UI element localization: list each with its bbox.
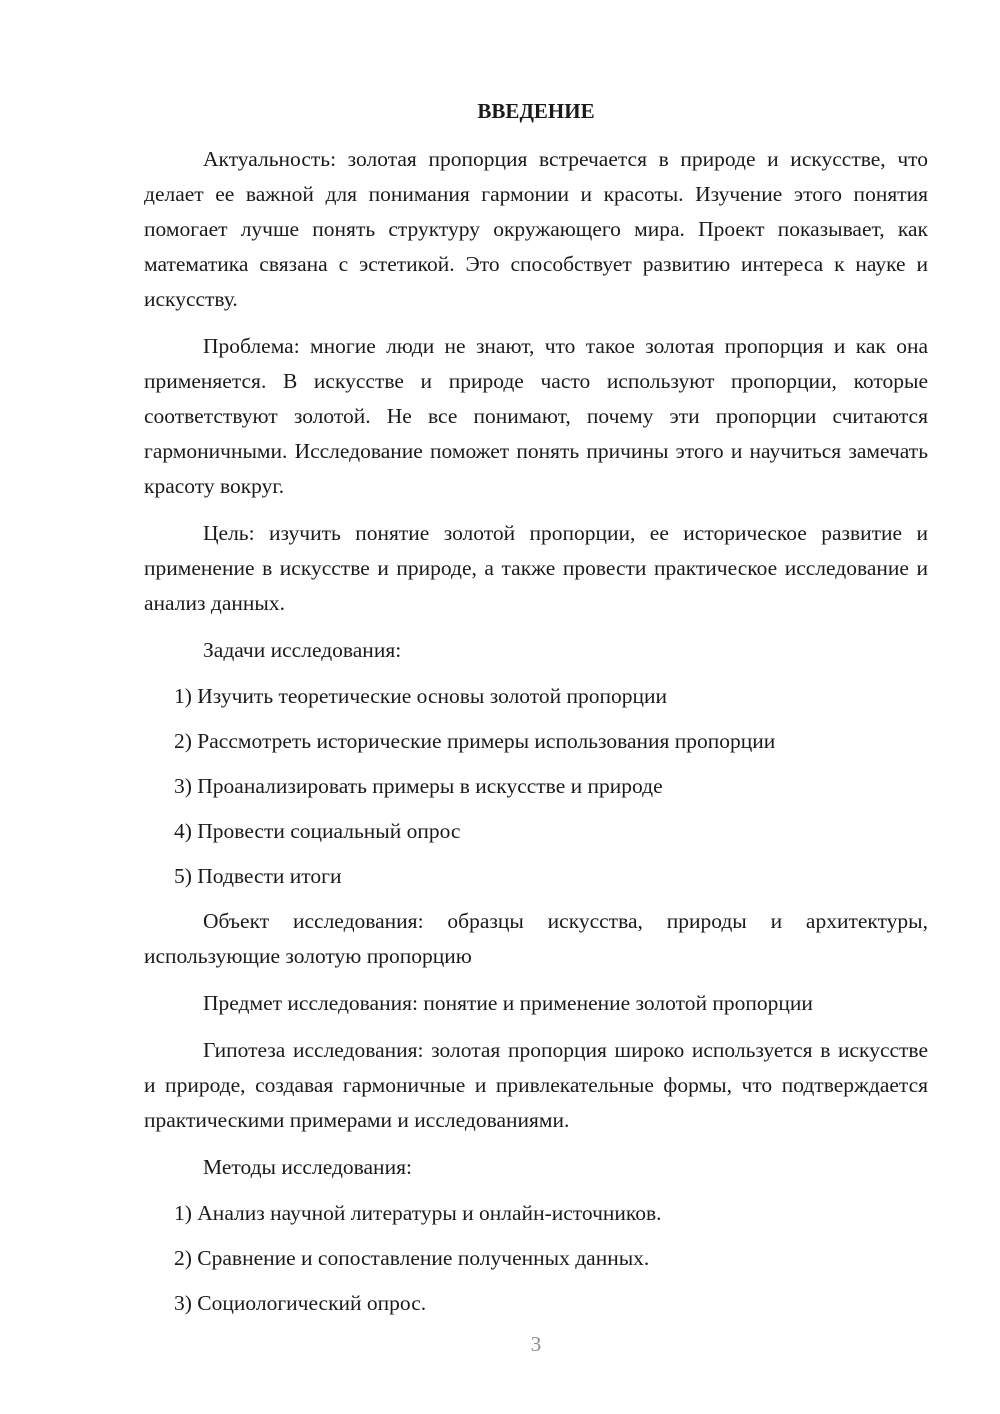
hypothesis-paragraph: Гипотеза исследования: золотая пропорция широко используется в искусстве и природе, создавая гармоничные и привлекательные формы, что подтверждается практическими примерами и исследованиями. (144, 1038, 928, 1132)
relevance-paragraph: Актуальность: золотая пропорция встречается в природе и искусстве, что делает ее важной для понимания гармонии и красоты. Изучение этого понятия помогает лучше понять структуру окружающего мира. Проект показывает, как математика связана с эстетикой. Это способствует развитию интереса к науке и искусству. (144, 147, 928, 311)
goal-paragraph: Цель: изучить понятие золотой пропорции, ее историческое развитие и применение в искусстве и природе, а также провести практическое исследование и анализ данных. (144, 521, 928, 615)
list-item: 1) Изучить теоретические основы золотой пропорции (174, 684, 668, 708)
subject-paragraph: Предмет исследования: понятие и применение золотой пропорции (203, 991, 813, 1015)
list-item: 3) Социологический опрос. (174, 1291, 427, 1315)
list-item: 1) Анализ научной литературы и онлайн-источников. (174, 1201, 662, 1225)
methods-heading: Методы исследования: (203, 1155, 412, 1179)
tasks-list (144, 679, 928, 894)
page-title: ВВЕДЕНИЕ (477, 99, 595, 123)
page-content (144, 94, 928, 1331)
list-item: 5) Подвести итоги (174, 864, 342, 888)
list-item: 4) Провести социальный опрос (174, 819, 461, 843)
list-item: 2) Сравнение и сопоставление полученных данных. (174, 1246, 650, 1270)
methods-list (144, 1196, 928, 1321)
page-number: 3 (530, 1332, 542, 1356)
problem-paragraph: Проблема: многие люди не знают, что такое золотая пропорция и как она применяется. В искусстве и природе часто используют пропорции, которые соответствуют золотой. Не все понимают, почему эти пропорции считаются гармоничными. Исследование поможет понять причины этого и научиться замечать красоту вокруг. (144, 334, 928, 498)
tasks-heading: Задачи исследования: (203, 638, 402, 662)
object-paragraph: Объект исследования: образцы искусства, природы и архитектуры, использующие золотую пропорцию (144, 909, 928, 968)
list-item: 2) Рассмотреть исторические примеры использования пропорции (174, 729, 776, 753)
list-item: 3) Проанализировать примеры в искусстве и природе (174, 774, 663, 798)
